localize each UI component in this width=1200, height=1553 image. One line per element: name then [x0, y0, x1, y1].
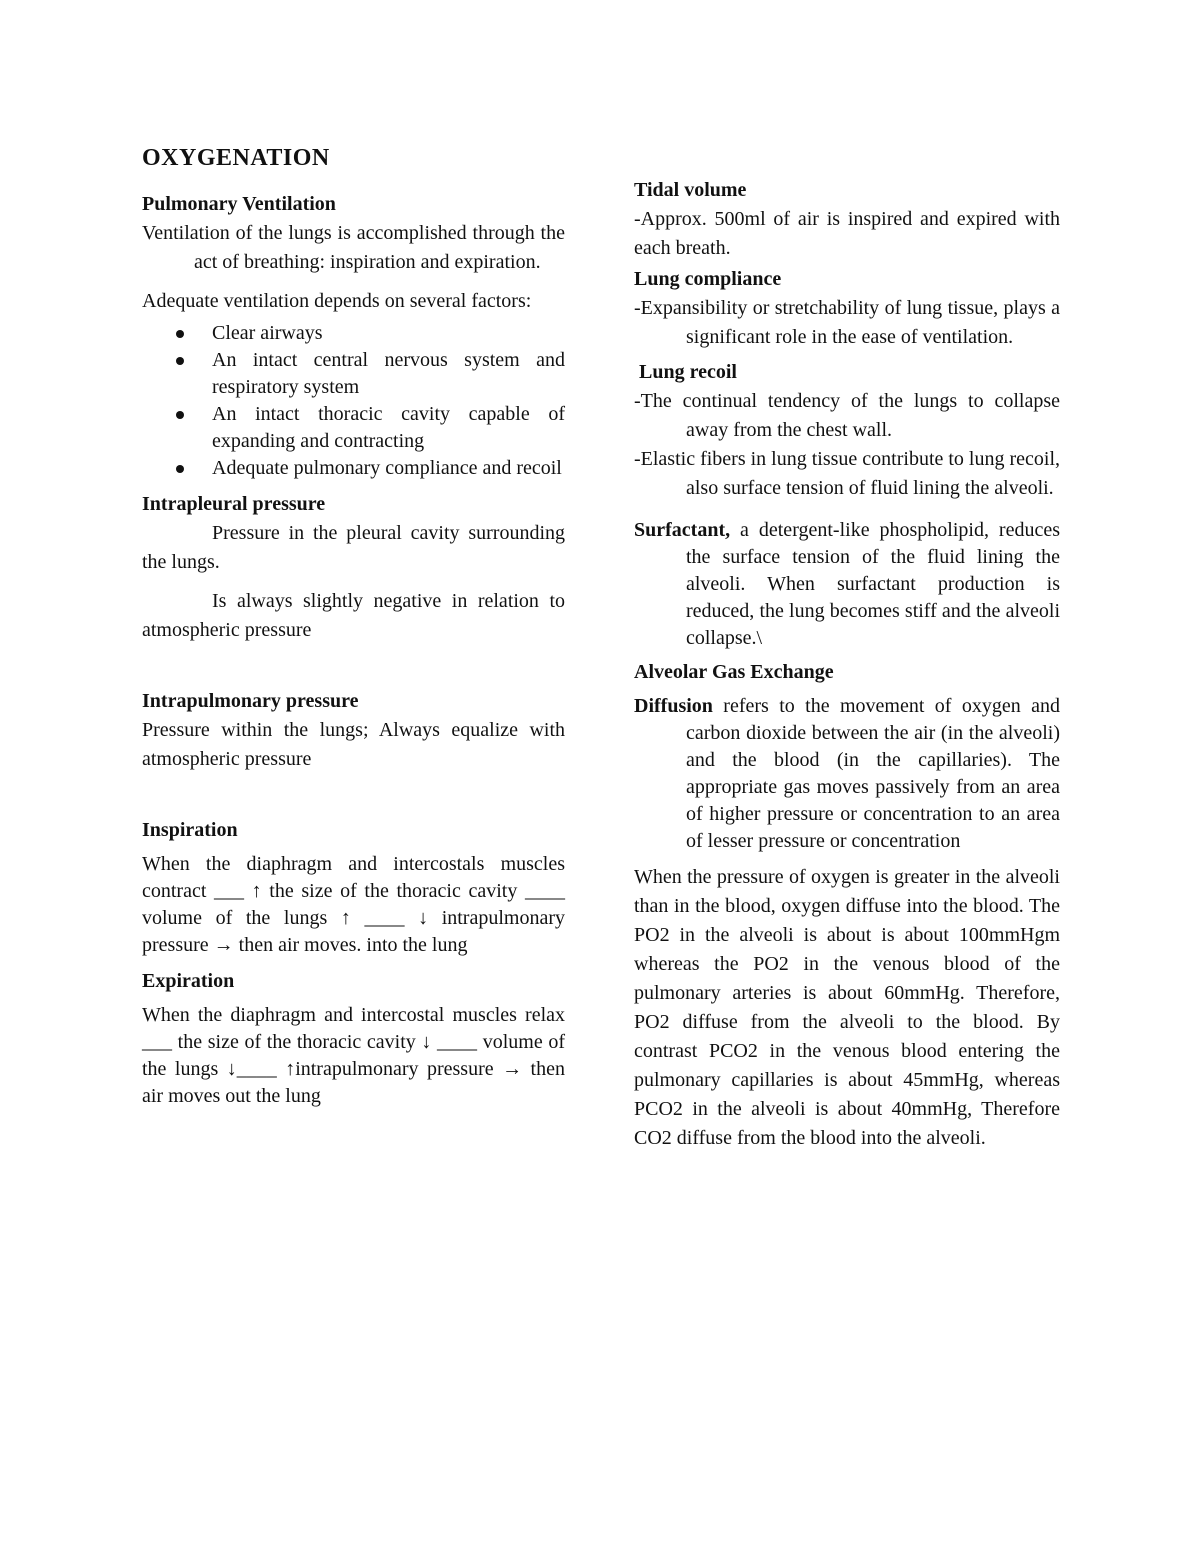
lung-compliance-heading: Lung compliance: [634, 268, 782, 290]
surfactant-paragraph: [634, 517, 1060, 652]
diffusion-paragraph: [634, 693, 1060, 855]
factors-list: [142, 320, 565, 482]
intrapulmonary-heading: Intrapulmonary pressure: [142, 690, 359, 712]
tidal-volume-text: -Approx. 500ml of air is inspired and expired with each breath.: [634, 208, 1060, 259]
lung-recoil-text-2: -Elastic fibers in lung tissue contribute to lung recoil, also surface tension of fluid lining the alveoli.: [634, 448, 1061, 499]
inspiration-text: When the diaphragm and intercostals muscles contract ___ ↑ the size of the thoracic cavity ____ volume of the lungs ↑ ____ ↓ intrapulmonary pressure → then air moves. into the lung: [142, 853, 565, 956]
expiration-text: When the diaphragm and intercostal muscles relax ___ the size of the thoracic cavity ↓ ____ volume of the lungs ↓____ ↑intrapulmonary pressure → then air moves out the lung: [142, 1004, 565, 1107]
inspiration-heading: Inspiration: [142, 819, 238, 841]
intrapulmonary-text: Pressure within the lungs; Always equalize with atmospheric pressure: [142, 719, 565, 770]
expiration-heading: Expiration: [142, 970, 235, 992]
bullet-icon: [176, 411, 184, 419]
factors-intro: Adequate ventilation depends on several factors:: [142, 290, 532, 312]
list-item: Adequate pulmonary compliance and recoil: [142, 455, 565, 482]
oxygen-pressure-paragraph: When the pressure of oxygen is greater in the alveoli than in the blood, oxygen diffuse into the blood. The PO2 in the alveoli is about is about 100mmHgm whereas the PO2 in the venous blood of the pulmonary arteries is about 60mmHg. Therefore, PO2 diffuse from the alveoli to the blood. By contrast PCO2 in the venous blood entering the pulmonary capillaries is about 45mmHg, whereas PCO2 in the alveoli is about 40mmHg, Therefore CO2 diffuse from the blood into the alveoli.: [634, 866, 1060, 1149]
bullet-icon: [176, 465, 184, 473]
surfactant-text: a detergent-like phospholipid, reduces the surface tension of the fluid lining the alveoli. When surfactant production is reduced, the lung becomes stiff and the alveoli collapse.\: [686, 519, 1060, 649]
pulmonary-ventilation-text: Ventilation of the lungs is accomplished through the act of breathing: inspiration and expiration.: [142, 222, 565, 273]
lung-recoil-heading: Lung recoil: [634, 361, 737, 383]
diffusion-text: refers to the movement of oxygen and carbon dioxide between the air (in the alveoli) and the blood (in the capillaries). The appropriate gas moves passively from an area of higher pressure or concentration to an area of lesser pressure or concentration: [686, 695, 1060, 852]
bullet-icon: [176, 357, 184, 365]
left-column: [142, 142, 565, 1110]
diffusion-term: Diffusion: [634, 695, 713, 717]
list-item: Clear airways: [142, 320, 565, 347]
document-title: OXYGENATION: [142, 145, 330, 171]
intrapleural-text-2: Is always slightly negative in relation to atmospheric pressure: [142, 590, 565, 641]
pulmonary-ventilation-heading: Pulmonary Ventilation: [142, 193, 336, 215]
intrapleural-heading: Intrapleural pressure: [142, 493, 326, 515]
gas-exchange-heading: Alveolar Gas Exchange: [634, 661, 834, 683]
lung-recoil-text-1: -The continual tendency of the lungs to collapse away from the chest wall.: [634, 390, 1060, 441]
bullet-icon: [176, 330, 184, 338]
right-column: [634, 176, 1060, 1153]
list-item: An intact thoracic cavity capable of expanding and contracting: [142, 401, 565, 455]
intrapleural-text-1: Pressure in the pleural cavity surrounding the lungs.: [142, 522, 565, 573]
tidal-volume-heading: Tidal volume: [634, 179, 747, 201]
lung-compliance-text: -Expansibility or stretchability of lung tissue, plays a significant role in the ease of ventilation.: [634, 297, 1060, 348]
surfactant-term: Surfactant,: [634, 519, 731, 541]
list-item: An intact central nervous system and respiratory system: [142, 347, 565, 401]
